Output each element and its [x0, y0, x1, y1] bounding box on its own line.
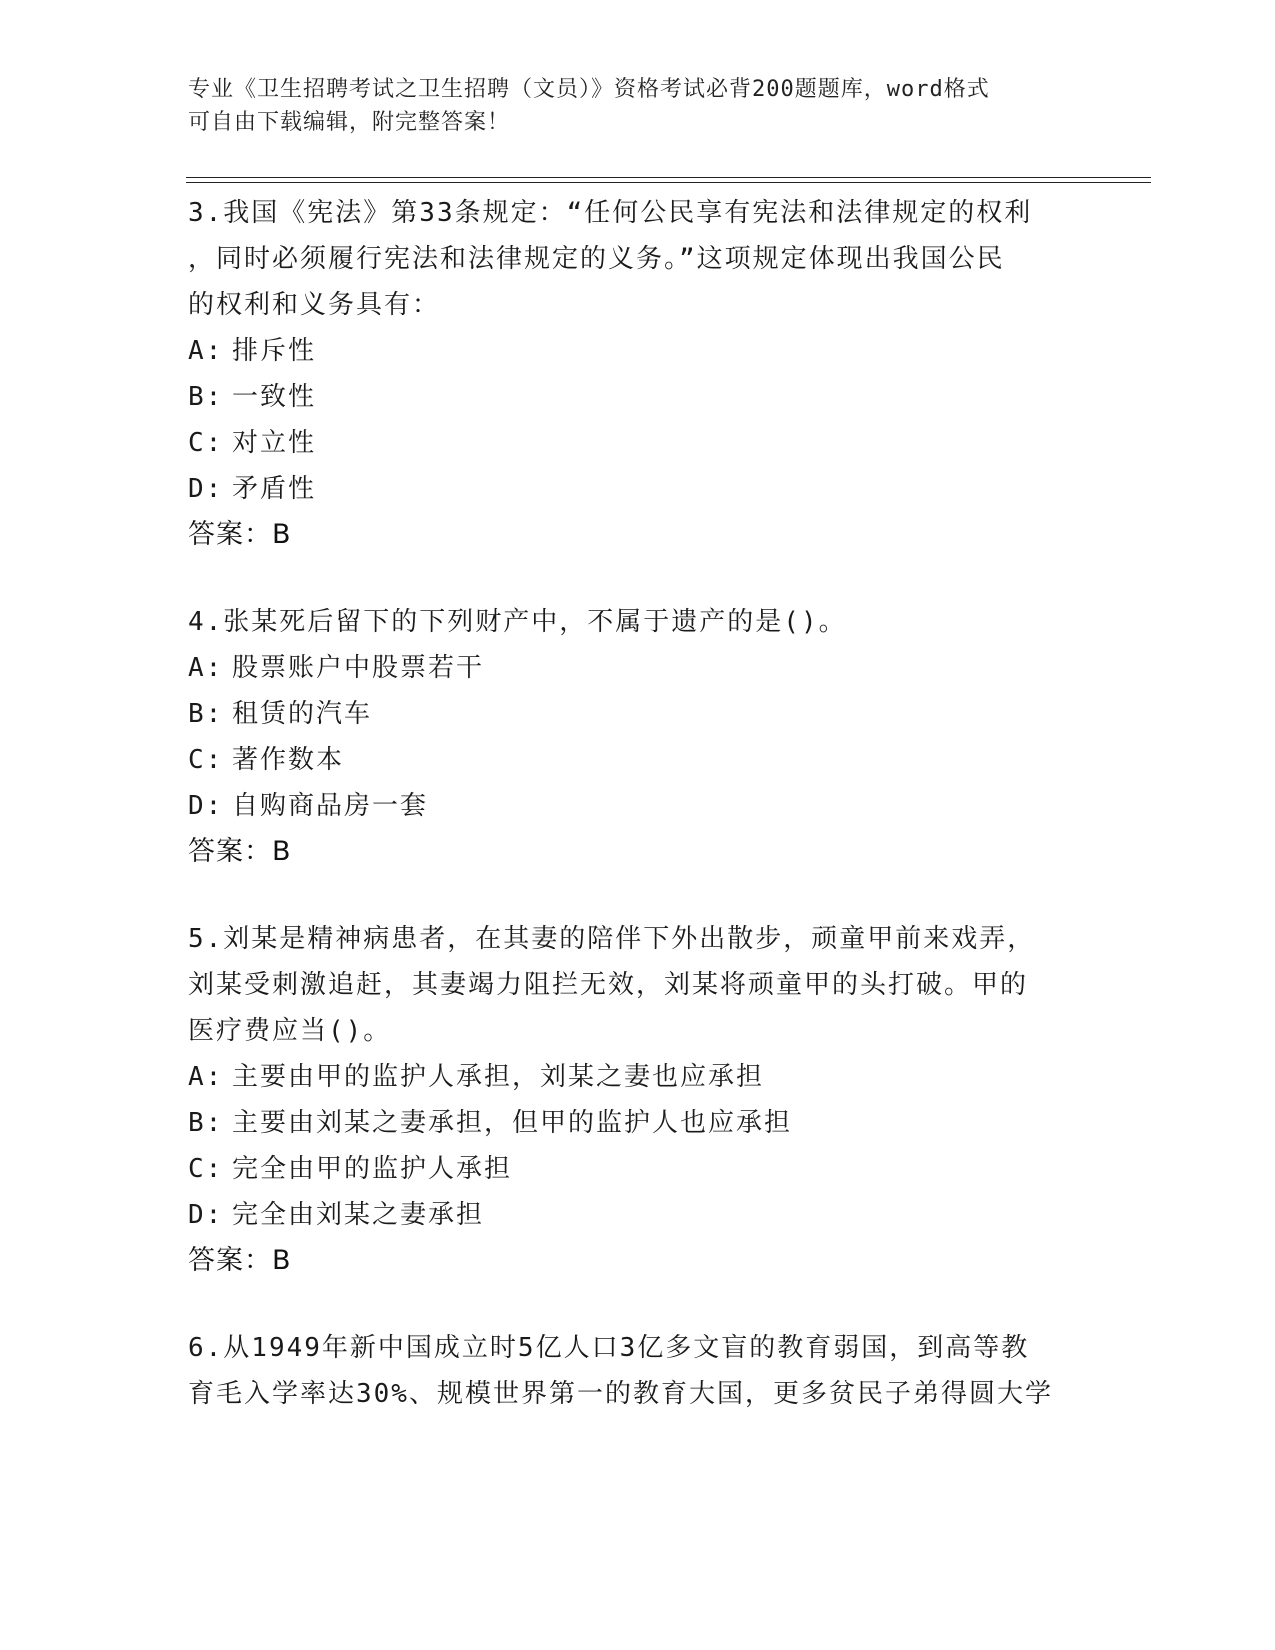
option-c [188, 420, 1088, 466]
option-text: 一致性 [232, 382, 317, 412]
option-text: 股票账户中股票若干 [232, 653, 485, 683]
option-text: 著作数本 [232, 745, 345, 775]
question-stem [188, 599, 1088, 645]
header-rule-top [186, 177, 1151, 178]
option-text: 主要由刘某之妻承担，但甲的监护人也应承担 [232, 1108, 793, 1138]
option-text: 租赁的汽车 [232, 699, 373, 729]
header-line-1: 专业《卫生招聘考试之卫生招聘（文员）》资格考试必背200题题库，word格式 [188, 77, 990, 102]
answer-label: 答案：B [188, 836, 292, 867]
option-text: 排斥性 [232, 336, 317, 366]
option-d [188, 466, 1088, 512]
option-key: B: [188, 1108, 224, 1138]
stem-line: 医疗费应当()。 [188, 1016, 392, 1046]
option-key: D: [188, 1200, 224, 1230]
question-stem [188, 1325, 1088, 1417]
stem-line: 5.刘某是精神病患者，在其妻的陪伴下外出散步，顽童甲前来戏弄， [188, 924, 1036, 954]
option-b [188, 691, 1088, 737]
question-5 [188, 916, 1088, 1284]
option-key: A: [188, 336, 224, 366]
stem-line: 6.从1949年新中国成立时5亿人口3亿多文盲的教育弱国，到高等教 [188, 1333, 1030, 1363]
option-key: A: [188, 653, 224, 683]
stem-line: 育毛入学率达30%、规模世界第一的教育大国，更多贫民子弟得圆大学 [188, 1379, 1053, 1409]
option-key: C: [188, 745, 224, 775]
question-stem [188, 916, 1088, 1054]
option-key: C: [188, 428, 224, 458]
option-key: C: [188, 1154, 224, 1184]
option-b [188, 374, 1088, 420]
document-header [188, 73, 1088, 139]
question-stem [188, 190, 1088, 328]
stem-line: ，同时必须履行宪法和法律规定的义务。”这项规定体现出我国公民 [188, 244, 1005, 274]
option-text: 完全由甲的监护人承担 [232, 1154, 513, 1184]
option-c [188, 1146, 1088, 1192]
option-c [188, 737, 1088, 783]
option-d [188, 1192, 1088, 1238]
option-d [188, 783, 1088, 829]
header-rule-bottom [186, 182, 1151, 183]
option-text: 矛盾性 [232, 474, 317, 504]
option-key: D: [188, 791, 224, 821]
question-4 [188, 599, 1088, 875]
option-key: B: [188, 699, 224, 729]
option-text: 自购商品房一套 [232, 791, 429, 821]
option-key: A: [188, 1062, 224, 1092]
header-line-2: 可自由下载编辑，附完整答案！ [188, 110, 511, 135]
option-a [188, 645, 1088, 691]
question-3 [188, 190, 1088, 558]
option-a [188, 328, 1088, 374]
option-b [188, 1100, 1088, 1146]
stem-line: 刘某受刺激追赶，其妻竭力阻拦无效，刘某将顽童甲的头打破。甲的 [188, 970, 1029, 1000]
option-text: 对立性 [232, 428, 317, 458]
stem-line: 4.张某死后留下的下列财产中，不属于遗产的是()。 [188, 607, 847, 637]
stem-line: 的权利和义务具有： [188, 290, 441, 320]
stem-line: 3.我国《宪法》第33条规定：“任何公民享有宪法和法律规定的权利 [188, 198, 1033, 228]
option-text: 完全由刘某之妻承担 [232, 1200, 485, 1230]
option-a [188, 1054, 1088, 1100]
answer-label: 答案：B [188, 519, 292, 550]
answer-label: 答案：B [188, 1245, 292, 1276]
question-6 [188, 1325, 1088, 1417]
option-text: 主要由甲的监护人承担，刘某之妻也应承担 [232, 1062, 765, 1092]
option-key: B: [188, 382, 224, 412]
option-key: D: [188, 474, 224, 504]
